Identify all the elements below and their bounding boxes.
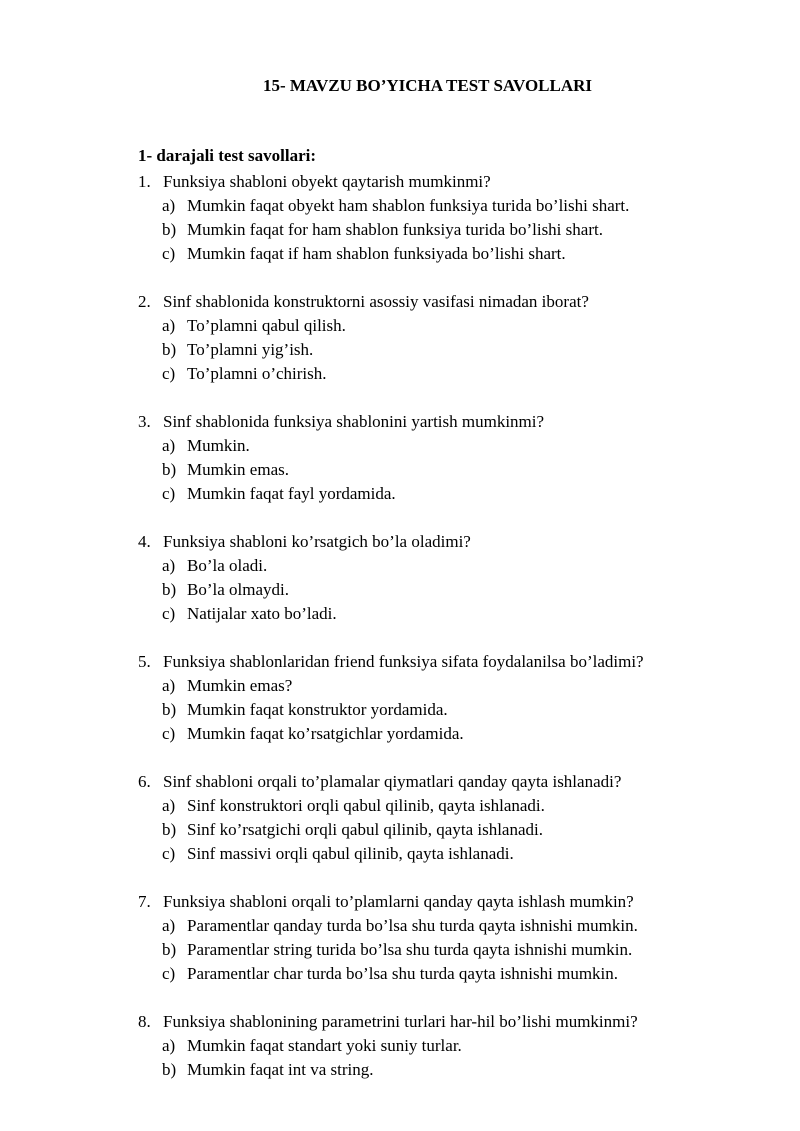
question-label: Funksiya shablonlaridan friend funksiya sifata foydalanilsa bo’ladimi? (163, 652, 644, 671)
answer-option (0, 674, 800, 698)
answer-option (0, 578, 800, 602)
option-letter: c) (162, 484, 176, 503)
section-heading: 1- darajali test savollari: (138, 146, 316, 165)
question-text (0, 650, 800, 674)
question-text (0, 770, 800, 794)
question-6 (0, 770, 800, 866)
question-number: 2. (138, 292, 151, 311)
option-letter: a) (162, 1036, 176, 1055)
question-text (0, 290, 800, 314)
answer-option (0, 938, 800, 962)
option-text: Mumkin faqat obyekt ham shablon funksiya turida bo’lishi shart. (187, 196, 630, 215)
option-letter: b) (162, 1060, 177, 1079)
option-letter: a) (162, 436, 176, 455)
option-letter: c) (162, 964, 176, 983)
question-number: 6. (138, 772, 151, 791)
answer-option (0, 458, 800, 482)
question-label: Sinf shabloni orqali to’plamalar qiymatlari qanday qayta ishlanadi? (163, 772, 622, 791)
option-text: To’plamni yig’ish. (187, 340, 314, 359)
question-5 (0, 650, 800, 746)
option-text: Paramentlar string turida bo’lsa shu turda qayta ishnishi mumkin. (187, 940, 633, 959)
option-letter: a) (162, 916, 176, 935)
option-text: Paramentlar qanday turda bo’lsa shu turda qayta ishnishi mumkin. (187, 916, 638, 935)
question-label: Funksiya shabloni obyekt qaytarish mumkinmi? (163, 172, 491, 191)
option-text: Mumkin faqat ko’rsatgichlar yordamida. (187, 724, 464, 743)
option-text: To’plamni qabul qilish. (187, 316, 346, 335)
answer-option (0, 842, 800, 866)
answer-option (0, 338, 800, 362)
answer-option (0, 794, 800, 818)
page-title: 15- MAVZU BO’YICHA TEST SAVOLLARI (262, 76, 593, 95)
question-8 (0, 1010, 800, 1082)
question-number: 4. (138, 532, 151, 551)
answer-option (0, 194, 800, 218)
question-3 (0, 410, 800, 506)
question-list (0, 170, 800, 1106)
option-text: Mumkin. (187, 436, 250, 455)
answer-option (0, 218, 800, 242)
option-letter: a) (162, 676, 176, 695)
option-text: Mumkin faqat fayl yordamida. (187, 484, 396, 503)
question-2 (0, 290, 800, 386)
option-text: Sinf massivi orqli qabul qilinib, qayta ishlanadi. (187, 844, 514, 863)
option-letter: a) (162, 196, 176, 215)
answer-option (0, 914, 800, 938)
answer-option (0, 434, 800, 458)
option-text: Sinf konstruktori orqli qabul qilinib, qayta ishlanadi. (187, 796, 545, 815)
question-number: 7. (138, 892, 151, 911)
question-text (0, 170, 800, 194)
option-letter: c) (162, 244, 176, 263)
option-text: Mumkin emas. (187, 460, 289, 479)
answer-option (0, 818, 800, 842)
answer-option (0, 1058, 800, 1082)
option-letter: a) (162, 796, 176, 815)
answer-option (0, 314, 800, 338)
option-text: Mumkin faqat konstruktor yordamida. (187, 700, 448, 719)
question-text (0, 410, 800, 434)
question-label: Funksiya shabloni ko’rsatgich bo’la oladimi? (163, 532, 471, 551)
question-number: 8. (138, 1012, 151, 1031)
question-number: 1. (138, 172, 151, 191)
question-label: Sinf shablonida konstruktorni asossiy vasifasi nimadan iborat? (163, 292, 589, 311)
option-text: Mumkin faqat for ham shablon funksiya turida bo’lishi shart. (187, 220, 603, 239)
option-letter: a) (162, 316, 176, 335)
question-label: Sinf shablonida funksiya shablonini yartish mumkinmi? (163, 412, 545, 431)
answer-option (0, 482, 800, 506)
option-text: Bo’la olmaydi. (187, 580, 289, 599)
answer-option (0, 554, 800, 578)
question-text (0, 1010, 800, 1034)
option-letter: b) (162, 580, 177, 599)
answer-option (0, 242, 800, 266)
question-label: Funksiya shabloni orqali to’plamlarni qanday qayta ishlash mumkin? (163, 892, 634, 911)
option-letter: c) (162, 844, 176, 863)
question-number: 3. (138, 412, 151, 431)
option-text: Mumkin faqat standart yoki suniy turlar. (187, 1036, 462, 1055)
answer-option (0, 602, 800, 626)
answer-option (0, 722, 800, 746)
option-letter: b) (162, 820, 177, 839)
answer-option (0, 698, 800, 722)
option-letter: b) (162, 220, 177, 239)
option-letter: c) (162, 364, 176, 383)
option-letter: b) (162, 340, 177, 359)
question-7 (0, 890, 800, 986)
option-text: Paramentlar char turda bo’lsa shu turda qayta ishnishi mumkin. (187, 964, 619, 983)
option-letter: b) (162, 940, 177, 959)
option-text: Mumkin faqat int va string. (187, 1060, 374, 1079)
option-letter: c) (162, 724, 176, 743)
option-text: Mumkin emas? (187, 676, 293, 695)
question-text (0, 890, 800, 914)
option-text: Mumkin faqat if ham shablon funksiyada bo’lishi shart. (187, 244, 566, 263)
answer-option (0, 1034, 800, 1058)
question-text (0, 530, 800, 554)
option-letter: a) (162, 556, 176, 575)
option-text: Sinf ko’rsatgichi orqli qabul qilinib, qayta ishlanadi. (187, 820, 543, 839)
option-letter: c) (162, 604, 176, 623)
question-1 (0, 170, 800, 266)
option-letter: b) (162, 700, 177, 719)
question-label: Funksiya shablonining parametrini turlari har-hil bo’lishi mumkinmi? (163, 1012, 638, 1031)
answer-option (0, 362, 800, 386)
answer-option (0, 962, 800, 986)
question-number: 5. (138, 652, 151, 671)
option-text: To’plamni o’chirish. (187, 364, 327, 383)
question-4 (0, 530, 800, 626)
option-text: Natijalar xato bo’ladi. (187, 604, 337, 623)
option-text: Bo’la oladi. (187, 556, 268, 575)
option-letter: b) (162, 460, 177, 479)
